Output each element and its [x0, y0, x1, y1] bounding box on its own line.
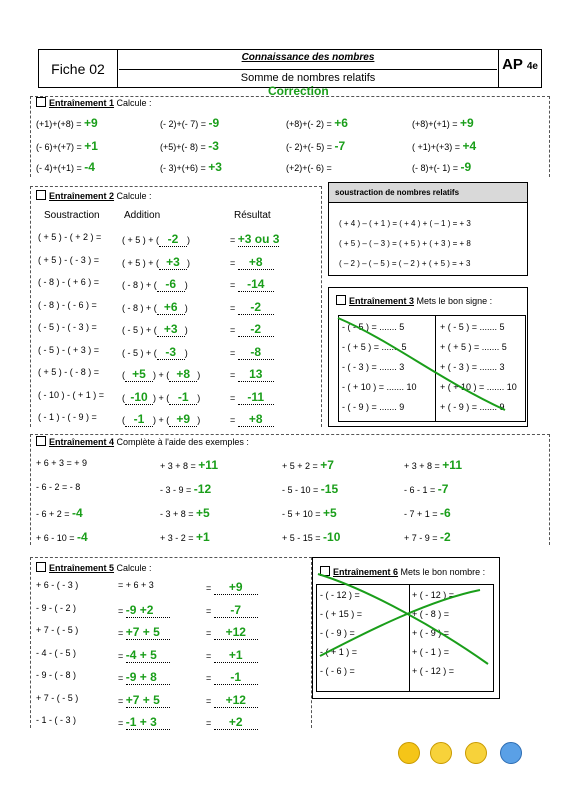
question-text: - 3 - 9 =	[160, 485, 192, 495]
result-row: = +8	[230, 412, 274, 427]
number-right-item: + ( - 1 ) =	[412, 647, 450, 657]
ex3-instruction: Mets le bon signe :	[416, 296, 493, 306]
question-text: (- 2)+(- 7) =	[160, 119, 207, 129]
rules-title: soustraction de nombres relatifs	[329, 183, 527, 203]
calc-result: = +12	[206, 625, 258, 640]
addition-prefix: ( + 5 ) + (	[122, 257, 160, 268]
number-right-item: + ( - 12 ) =	[412, 666, 455, 676]
answer-text: -2	[440, 530, 451, 544]
question-text: - 6 - 1 =	[404, 485, 436, 495]
result-answer: +9	[214, 580, 258, 595]
calc-question: - 9 - ( - 2 )	[36, 602, 76, 613]
ex3-title-text: Entraînement 3	[349, 296, 415, 306]
subtraction-row	[38, 255, 99, 265]
addition-prefix: ( - 5 ) + (	[122, 347, 157, 358]
subtraction-row	[38, 300, 97, 310]
question-text: (- 2)+(- 5) =	[286, 142, 333, 152]
answer-text: +4	[462, 139, 477, 153]
addition-row: ( + 5 ) + ( -2 )	[122, 232, 191, 246]
exercise-item	[412, 160, 471, 174]
subtraction-text: ( - 8 ) - ( - 6 ) =	[38, 299, 97, 310]
sign-left-item: - ( - 5 ) = ....... 5	[342, 322, 405, 332]
addition-row: ( - 8 ) + ( +6 )	[122, 299, 188, 314]
smiling-face-icon	[430, 742, 452, 764]
sign-right-item: + ( - 9 ) = ....... 9	[440, 402, 505, 412]
addition-row: ( - 5 ) + ( +3 )	[122, 322, 188, 336]
result-answer: -7	[214, 603, 258, 618]
operand-answer: -3	[157, 345, 185, 360]
exercise-item	[286, 139, 345, 153]
middle-answer: +7 + 5	[126, 625, 170, 640]
question-text: - 6 - 2 =	[36, 482, 68, 492]
answer-text: +1	[196, 530, 210, 544]
subtraction-row	[38, 367, 99, 377]
result-answer: +12	[214, 693, 258, 708]
exercise-item	[286, 116, 348, 130]
result-row: = 13	[230, 367, 274, 382]
worksheet-header	[38, 49, 542, 88]
operand-answer: -1	[125, 412, 153, 427]
complete-item	[282, 506, 337, 520]
checkbox-icon	[36, 562, 46, 572]
result-answer: +12	[214, 625, 258, 640]
answer-text: -4	[77, 530, 88, 544]
operand-answer-2: +8	[169, 367, 197, 382]
exercise-item	[160, 160, 222, 174]
complete-item	[36, 530, 88, 544]
complete-item	[160, 458, 218, 472]
calc-question: - 1 - ( - 3 )	[36, 715, 76, 725]
fiche-label: Fiche 02	[39, 50, 118, 87]
answer-text: -9	[208, 116, 220, 130]
header-titles	[119, 50, 497, 87]
addition-row: ( - 5 ) + ( -3 )	[122, 344, 188, 359]
subtraction-text: ( + 5 ) - ( - 3 ) =	[38, 254, 100, 265]
question-text: + 3 + 8 =	[160, 461, 196, 471]
answer-text: -6	[440, 506, 451, 520]
addition-prefix: (	[122, 392, 125, 403]
subtraction-text: ( + 5 ) - ( - 8 ) =	[38, 367, 100, 377]
complete-item	[404, 530, 451, 544]
calc-middle: = -1 + 3	[118, 715, 170, 730]
middle-answer: -4 + 5	[126, 648, 170, 663]
result-answer: +2	[214, 715, 258, 730]
subtraction-text: ( + 5 ) - ( + 2 ) =	[38, 232, 102, 242]
subtraction-row	[38, 412, 97, 422]
addition-prefix: (	[122, 415, 125, 425]
addition-row: ( + 5 ) + ( +3 )	[122, 254, 191, 269]
complete-item	[160, 530, 210, 544]
result-answer: -2	[238, 300, 274, 315]
operand-answer: +5	[125, 367, 153, 382]
calc-result: = +1	[206, 648, 258, 663]
exercise-item	[36, 139, 98, 153]
middle-answer: -1 + 3	[126, 715, 170, 730]
operand-answer: -10	[125, 390, 153, 405]
question-text: + 3 + 8 =	[404, 461, 440, 471]
addition-row: ( +5 ) + ( +8 )	[122, 367, 201, 381]
ex1-title-text: Entraînement 1	[49, 98, 115, 108]
sign-left-item: - ( - 3 ) = ....... 3	[342, 362, 405, 372]
result-row: = -14	[230, 277, 274, 292]
subtraction-row	[38, 232, 101, 242]
col-header-soustraction: Soustraction	[44, 210, 100, 221]
question-text: (+2)+(- 6) =	[286, 163, 332, 173]
answer-text: +11	[198, 458, 218, 472]
answer-text: +7	[320, 458, 334, 472]
question-text: - 5 + 10 =	[282, 509, 321, 519]
middle-answer: -9 +2	[126, 603, 170, 618]
ex2-title-text: Entraînement 2	[49, 191, 115, 201]
surprised-face-icon	[465, 742, 487, 764]
operand-answer: -6	[157, 277, 185, 292]
complete-item	[282, 482, 338, 496]
complete-item	[36, 458, 87, 468]
result-row: = +8	[230, 255, 274, 270]
result-row: = -8	[230, 345, 274, 360]
exercise-item	[412, 116, 474, 130]
sign-right-item: + ( - 3 ) = ....... 3	[440, 362, 505, 372]
operand-answer: +6	[157, 300, 185, 315]
question-text: + 6 + 3 =	[36, 458, 72, 468]
level-text: AP	[502, 56, 523, 73]
col-header-addition: Addition	[124, 210, 161, 221]
answer-text: -15	[320, 482, 339, 496]
calc-middle: = -9 + 8	[118, 670, 170, 685]
result-row: = -2	[230, 322, 274, 337]
complete-item	[282, 458, 334, 472]
question-text: - 3 + 8 =	[160, 509, 194, 519]
operand-answer-2: +9	[169, 412, 197, 427]
ex1-instruction: Calcule :	[116, 98, 152, 108]
complete-item	[282, 530, 340, 544]
complete-item	[160, 482, 211, 496]
subtraction-text: ( - 5 ) - ( + 3 ) =	[38, 344, 100, 355]
checkbox-icon	[36, 190, 46, 200]
exercise-item	[36, 160, 95, 174]
subtraction-row	[38, 345, 99, 355]
sign-right-item: + ( + 5 ) = ....... 5	[440, 342, 507, 352]
addition-prefix: ( + 5 ) + (	[122, 235, 160, 245]
result-answer: -8	[238, 345, 274, 360]
calc-middle: = -4 + 5	[118, 648, 170, 663]
exercise-item	[36, 116, 98, 130]
answer-text: +9	[460, 116, 474, 130]
operand-answer-2: -1	[169, 390, 197, 405]
exercise-item	[412, 139, 476, 153]
result-row: = -11	[230, 390, 274, 405]
result-row: = +3 ou 3	[230, 232, 280, 246]
calc-result: = +2	[206, 715, 258, 730]
calc-result: = +12	[206, 693, 258, 708]
calc-question: + 7 - ( - 5 )	[36, 692, 79, 703]
number-left-item: - ( - 6 ) =	[320, 666, 355, 676]
complete-item	[160, 506, 210, 520]
exercise-5-title	[36, 562, 152, 573]
complete-item	[404, 506, 451, 520]
worried-face-icon	[500, 742, 522, 764]
question-text: (- 4)+(+1) =	[36, 163, 82, 173]
result-answer: -11	[238, 390, 274, 405]
ex5-title-text: Entraînement 5	[49, 563, 115, 573]
addition-row: ( -10 ) + ( -1 )	[122, 389, 201, 404]
calc-result: = -7	[206, 603, 258, 618]
question-text: (- 3)+(+6) =	[160, 163, 206, 173]
answer-text: - 8	[69, 482, 81, 492]
sign-left-item: - ( - 9 ) = ....... 9	[342, 402, 405, 412]
question-text: + 6 - 10 =	[36, 533, 75, 543]
middle-answer: +7 + 5	[126, 693, 170, 708]
laughing-face-icon	[398, 742, 420, 764]
answer-text: -4	[84, 160, 95, 174]
answer-text: +5	[196, 506, 210, 520]
exercise-4-title	[36, 436, 249, 447]
ex6-title-text: Entraînement 6	[333, 567, 399, 577]
ex6-instruction: Mets le bon nombre :	[400, 567, 486, 577]
subtraction-text: ( - 10 ) - ( + 1 ) =	[38, 389, 105, 400]
calc-result: = -1	[206, 670, 258, 685]
subtraction-row	[38, 277, 99, 287]
answer-text: -12	[193, 482, 212, 496]
col-header-resultat: Résultat	[234, 210, 271, 221]
question-text: + 5 + 2 =	[282, 461, 318, 471]
calc-question: - 4 - ( - 5 )	[36, 647, 76, 658]
result-row: = -2	[230, 300, 274, 315]
result-answer: -1	[214, 670, 258, 685]
result-answer: +1	[214, 648, 258, 663]
ex4-title-text: Entraînement 4	[49, 437, 115, 447]
addition-prefix: (	[122, 370, 125, 380]
checkbox-icon	[36, 97, 46, 107]
calc-middle	[118, 580, 154, 590]
exercise-item	[286, 160, 332, 174]
middle-text: = + 6 + 3	[118, 580, 154, 590]
result-answer: -14	[238, 277, 274, 292]
answer-text: +11	[442, 458, 462, 472]
answer-text: +1	[84, 139, 98, 153]
middle-answer: -9 + 8	[126, 670, 170, 685]
worksheet-subtitle: Somme de nombres relatifs	[119, 69, 497, 84]
answer-text: -10	[323, 530, 341, 544]
exercise-item	[160, 116, 219, 130]
addition-prefix: ( - 8 ) + (	[122, 280, 157, 290]
question-text: (+8)+(+1) =	[412, 119, 458, 129]
subtraction-text: ( - 1 ) - ( - 9 ) =	[38, 412, 97, 422]
question-text: ( +1)+(+3) =	[412, 142, 461, 152]
number-right-item: + ( - 9 ) =	[412, 628, 450, 638]
operand-answer: +3	[157, 322, 185, 337]
addition-prefix: ( - 8 ) + (	[122, 302, 157, 313]
rule-example: ( + 5 ) – ( – 3 ) = ( + 5 ) + ( + 3 ) = + 8	[339, 239, 471, 248]
question-text: + 5 - 15 =	[282, 533, 321, 543]
answer-text: -7	[437, 482, 449, 496]
result-answer: +8	[238, 412, 274, 427]
operand-answer: +3	[159, 255, 187, 270]
number-left-item: - ( + 15 ) =	[320, 609, 363, 619]
complete-item	[404, 482, 448, 496]
subtraction-row	[38, 390, 104, 400]
correction-label: Correction	[268, 84, 329, 98]
addition-row: ( -1 ) + ( +9 )	[122, 412, 201, 426]
rules-box	[328, 182, 528, 276]
answer-text: +6	[334, 116, 348, 130]
subtraction-text: ( - 5 ) - ( - 3 ) =	[38, 322, 97, 332]
answer-text: +5	[323, 506, 337, 520]
exercise-2-title	[36, 190, 152, 201]
answer-text: -7	[334, 139, 346, 153]
calc-question: - 9 - ( - 8 )	[36, 670, 76, 680]
checkbox-icon	[36, 436, 46, 446]
subtraction-text: ( - 8 ) - ( + 6 ) =	[38, 277, 100, 287]
grade-text: 4e	[526, 61, 538, 72]
question-text: + 3 - 2 =	[160, 533, 194, 543]
result-answer: +3 ou 3	[237, 232, 280, 246]
sign-left-item: - ( + 5 ) = ....... 5	[342, 342, 407, 352]
number-right-item: + ( - 8 ) =	[412, 609, 450, 619]
question-text: - 6 + 2 =	[36, 509, 70, 519]
question-text: (+5)+(- 8) =	[160, 142, 206, 152]
answer-text: + 9	[74, 458, 88, 468]
question-text: + 7 - 9 =	[404, 533, 438, 543]
question-text: (- 8)+(- 1) =	[412, 163, 459, 173]
exercise-1-title	[36, 97, 152, 108]
number-left-item: - ( - 12 ) =	[320, 590, 360, 600]
worksheet-title: Connaissance des nombres	[241, 52, 375, 63]
addition-prefix: ( - 5 ) + (	[122, 325, 157, 335]
result-answer: 13	[238, 367, 274, 382]
addition-row: ( - 8 ) + ( -6 )	[122, 277, 188, 291]
question-text: (- 6)+(+7) =	[36, 142, 82, 152]
ex2-instruction: Calcule :	[116, 191, 152, 201]
subtraction-row	[38, 322, 97, 332]
question-text: (+8)+(- 2) =	[286, 119, 332, 129]
result-answer: +8	[238, 255, 274, 270]
sign-right-item: + ( - 5 ) = ....... 5	[440, 322, 505, 332]
answer-text: -4	[72, 506, 83, 520]
ex4-instruction: Complète à l'aide des exemples :	[116, 437, 249, 447]
answer-text: -3	[208, 139, 219, 153]
answer-text: -9	[460, 160, 472, 174]
number-left-item: - ( + 1 ) =	[320, 647, 358, 657]
operand-answer: -2	[159, 232, 187, 247]
complete-item	[36, 482, 80, 492]
calc-middle: = +7 + 5	[118, 693, 170, 708]
number-right-item: + ( - 12 ) =	[412, 590, 455, 600]
question-text: - 5 - 10 =	[282, 485, 319, 495]
sign-left-item: - ( + 10 ) = ....... 10	[342, 382, 417, 392]
question-text: (+1)+(+8) =	[36, 119, 82, 129]
calc-result: = +9	[206, 580, 258, 595]
calc-middle: = +7 + 5	[118, 625, 170, 640]
strike-scribble	[330, 300, 530, 420]
rule-example: ( + 4 ) – ( + 1 ) = ( + 4 ) + ( – 1 ) = + 3	[339, 219, 471, 228]
sign-right-item: + ( + 10 ) = ....... 10	[440, 382, 517, 392]
complete-item	[404, 458, 462, 472]
level-label	[498, 50, 541, 87]
answer-text: +9	[84, 116, 98, 130]
rule-example: ( – 2 ) – ( – 5 ) = ( – 2 ) + ( + 5 ) = + 3	[339, 259, 471, 268]
exercise-item	[160, 139, 219, 153]
ex5-instruction: Calcule :	[116, 563, 152, 573]
calc-question: + 7 - ( - 5 )	[36, 625, 79, 635]
question-text: - 7 + 1 =	[404, 509, 438, 519]
calc-middle: = -9 +2	[118, 603, 170, 618]
number-left-item: - ( - 9 ) =	[320, 628, 355, 638]
strike-scribble	[310, 560, 500, 670]
answer-text: +3	[208, 160, 222, 174]
calc-question: + 6 - ( - 3 )	[36, 580, 79, 590]
complete-item	[36, 506, 83, 520]
result-answer: -2	[238, 322, 274, 337]
